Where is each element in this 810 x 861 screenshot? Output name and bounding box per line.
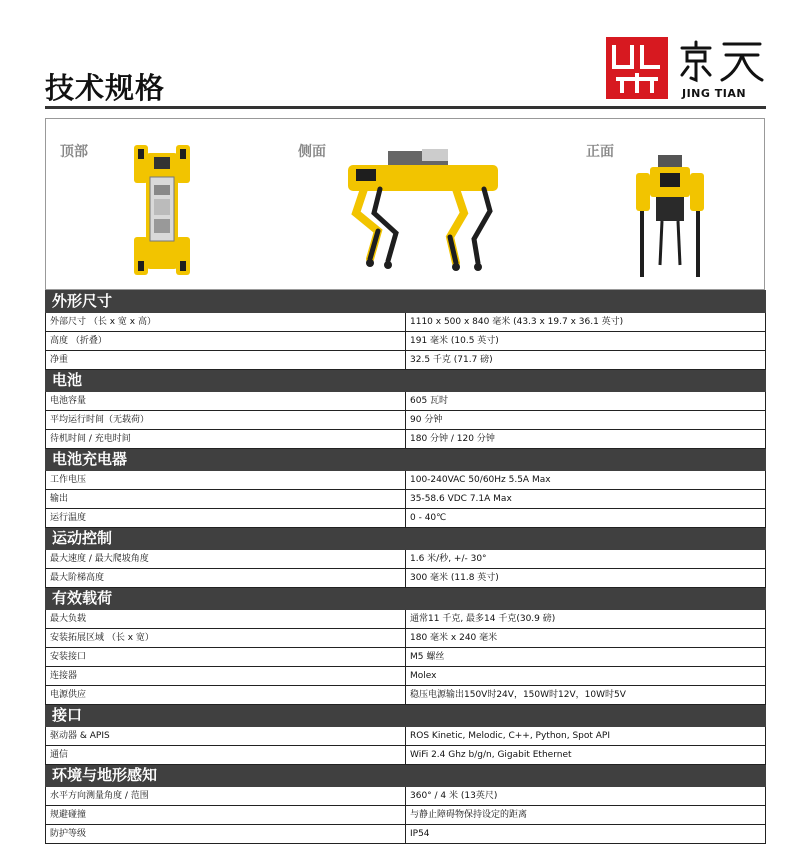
spec-row [46,430,766,449]
robot-views-panel [45,118,765,290]
spec-key: 电源供应 [46,686,406,705]
logo-mark [606,37,668,99]
spec-value: 191 毫米 (10.5 英寸) [406,332,766,351]
spec-value: 35-58.6 VDC 7.1A Max [406,490,766,509]
spec-key: 外部尺寸 （长 x 宽 x 高） [46,313,406,332]
page-title: 技术规格 [45,71,166,105]
section-title: 环境与地形感知 [46,765,766,787]
spec-value: 360° / 4 米 (13英尺) [406,787,766,806]
spec-row [46,313,766,332]
spec-row [46,746,766,765]
section-title: 电池 [46,370,766,392]
spec-key: 净重 [46,351,406,370]
section-title: 外形尺寸 [46,291,766,313]
spec-value: 180 分钟 / 120 分钟 [406,430,766,449]
spec-value: 与静止障碍物保持设定的距离 [406,806,766,825]
spec-key: 工作电压 [46,471,406,490]
spec-value: 300 毫米 (11.8 英寸) [406,569,766,588]
spec-value: 通常11 千克, 最多14 千克(30.9 磅) [406,610,766,629]
view-label-front: 正面 [586,144,614,160]
spec-row [46,648,766,667]
spec-row [46,806,766,825]
section-header [46,291,766,313]
spec-key: 最大速度 / 最大爬坡角度 [46,550,406,569]
robot-side-view-image [338,149,504,273]
spec-value: 1.6 米/秒, +/- 30° [406,550,766,569]
spec-value: WiFi 2.4 Ghz b/g/n, Gigabit Ethernet [406,746,766,765]
spec-key: 待机时间 / 充电时间 [46,430,406,449]
spec-key: 水平方向测量角度 / 范围 [46,787,406,806]
spec-key: 安装接口 [46,648,406,667]
section-title: 电池充电器 [46,449,766,471]
spec-value: 32.5 千克 (71.7 磅) [406,351,766,370]
spec-row [46,610,766,629]
logo-english: JING TIAN [682,87,747,100]
spec-key: 连接器 [46,667,406,686]
logo-chinese-wordmark [676,39,766,83]
spec-row [46,686,766,705]
spec-key: 防护等级 [46,825,406,844]
spec-value: M5 螺丝 [406,648,766,667]
spec-row [46,392,766,411]
spec-value: 1110 x 500 x 840 毫米 (43.3 x 19.7 x 36.1 英寸) [406,313,766,332]
spec-value: 605 瓦时 [406,392,766,411]
robot-front-view-image [634,155,706,279]
spec-key: 驱动器 & APIS [46,727,406,746]
spec-row [46,509,766,528]
section-title: 接口 [46,705,766,727]
spec-row [46,825,766,844]
section-header [46,370,766,392]
spec-value: Molex [406,667,766,686]
section-header [46,449,766,471]
spec-key: 规避碰撞 [46,806,406,825]
robot-top-view-image [130,143,194,277]
section-header [46,705,766,727]
section-header [46,528,766,550]
spec-key: 高度 （折叠） [46,332,406,351]
spec-row [46,787,766,806]
spec-key: 平均运行时间（无载荷） [46,411,406,430]
spec-value: 90 分钟 [406,411,766,430]
spec-row [46,332,766,351]
spec-row [46,351,766,370]
jingtian-logo [606,37,766,103]
spec-row [46,550,766,569]
section-title: 运动控制 [46,528,766,550]
title-divider [45,106,766,109]
spec-value: 100-240VAC 50/60Hz 5.5A Max [406,471,766,490]
section-header [46,588,766,610]
spec-row [46,667,766,686]
section-header [46,765,766,787]
spec-table [45,290,766,844]
view-label-side: 侧面 [298,144,326,160]
spec-value: 180 毫米 x 240 毫米 [406,629,766,648]
spec-row [46,411,766,430]
spec-key: 电池容量 [46,392,406,411]
spec-row [46,471,766,490]
spec-row [46,727,766,746]
spec-key: 安装拓展区域 （长 x 宽） [46,629,406,648]
view-label-top: 顶部 [60,144,88,160]
spec-row [46,490,766,509]
spec-key: 输出 [46,490,406,509]
spec-value: 0 - 40℃ [406,509,766,528]
spec-row [46,569,766,588]
spec-value: IP54 [406,825,766,844]
spec-key: 最大阶梯高度 [46,569,406,588]
spec-value: 稳压电源输出150V时24V，150W时12V，10W时5V [406,686,766,705]
spec-value: ROS Kinetic, Melodic, C++, Python, Spot API [406,727,766,746]
section-title: 有效载荷 [46,588,766,610]
spec-key: 运行温度 [46,509,406,528]
spec-row [46,629,766,648]
spec-key: 最大负载 [46,610,406,629]
spec-key: 通信 [46,746,406,765]
